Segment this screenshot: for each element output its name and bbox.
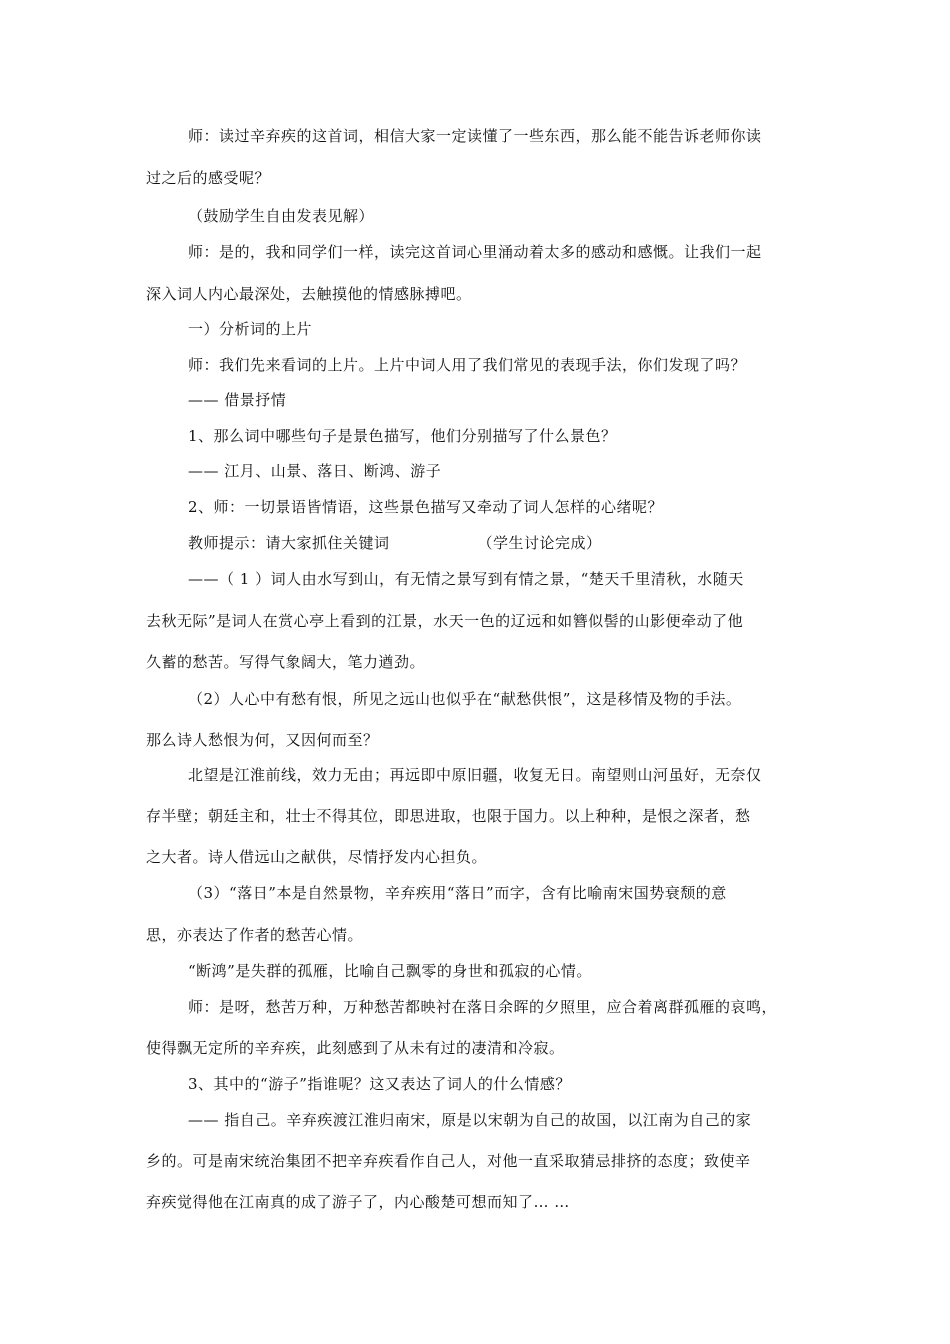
text-line: 3、其中的“游子”指谁呢？这又表达了词人的什么情感？ (188, 1075, 571, 1093)
text-line: “断鸿”是失群的孤雁，比喻自己飘零的身世和孤寂的心情。 (188, 962, 592, 980)
text-line: 北望是江淮前线，效力无由；再远即中原旧疆，收复无日。南望则山河虽好，无奈仅 (188, 766, 762, 784)
text-line: 2、师：一切景语皆情语，这些景色描写又牵动了词人怎样的心绪呢？ (188, 498, 664, 516)
text-line: 去秋无际”是词人在赏心亭上看到的江景，水天一色的辽远和如簪似髻的山影便牵动了他 (146, 612, 744, 630)
text-line: （2）人心中有愁有恨，所见之远山也似乎在“献愁供恨”，这是移情及物的手法。 (188, 690, 742, 708)
text-line: ——（ 1 ）词人由水写到山，有无情之景写到有情之景，“楚天千里清秋，水随天 (188, 570, 744, 588)
text-line: 乡的。可是南宋统治集团不把辛弃疾看作自己人，对他一直采取猜忌排挤的态度；致使辛 (146, 1152, 751, 1170)
text-line: 那么诗人愁恨为何，又因何而至？ (146, 731, 379, 749)
student-discussion-note: （学生讨论完成） (477, 534, 602, 552)
text-line: 弃疾觉得他在江南真的成了游子了，内心酸楚可想而知了… … (146, 1193, 570, 1211)
text-line: 师：是呀，愁苦万种，万种愁苦都映衬在落日余晖的夕照里，应合着离群孤雁的哀鸣， (188, 998, 778, 1016)
text-line (188, 533, 602, 553)
text-line: 过之后的感受呢？ (146, 169, 271, 187)
text-line: —— 江月、山景、落日、断鸿、游子 (188, 462, 442, 480)
text-line: 1、那么词中哪些句子是景色描写，他们分别描写了什么景色？ (188, 427, 617, 445)
text-line: 使得飘无定所的辛弃疾，此刻感到了从未有过的凄清和冷寂。 (146, 1039, 565, 1057)
text-line: （3）“落日”本是自然景物，辛弃疾用“落日”而字，含有比喻南宋国势衰颓的意 (188, 884, 727, 902)
text-line: 深入词人内心最深处，去触摸他的情感脉搏吧。 (146, 285, 472, 303)
text-line: 久蓄的愁苦。写得气象阔大，笔力遒劲。 (146, 653, 426, 671)
text-line: 之大者。诗人借远山之献供，尽情抒发内心担负。 (146, 848, 488, 866)
text-line: 师：是的，我和同学们一样，读完这首词心里涌动着太多的感动和感慨。让我们一起 (188, 243, 762, 261)
section-heading: 一）分析词的上片 (188, 320, 313, 338)
text-line: —— 借景抒情 (188, 391, 287, 409)
text-line: 师：读过辛弃疾的这首词，相信大家一定读懂了一些东西，那么能不能告诉老师你读 (188, 127, 762, 145)
text-line: 存半壁；朝廷主和，壮士不得其位，即思进取，也限于国力。以上种种，是恨之深者，愁 (146, 807, 751, 825)
text-line: 思，亦表达了作者的愁苦心情。 (146, 926, 364, 944)
teacher-hint: 教师提示：请大家抓住关键词 (188, 534, 390, 552)
text-line: 师：我们先来看词的上片。上片中词人用了我们常见的表现手法，你们发现了吗？ (188, 356, 747, 374)
text-line: （鼓励学生自由发表见解） (188, 207, 375, 225)
text-line: —— 指自己。辛弃疾渡江淮归南宋，原是以宋朝为自己的故国，以江南为自己的家 (188, 1111, 752, 1129)
